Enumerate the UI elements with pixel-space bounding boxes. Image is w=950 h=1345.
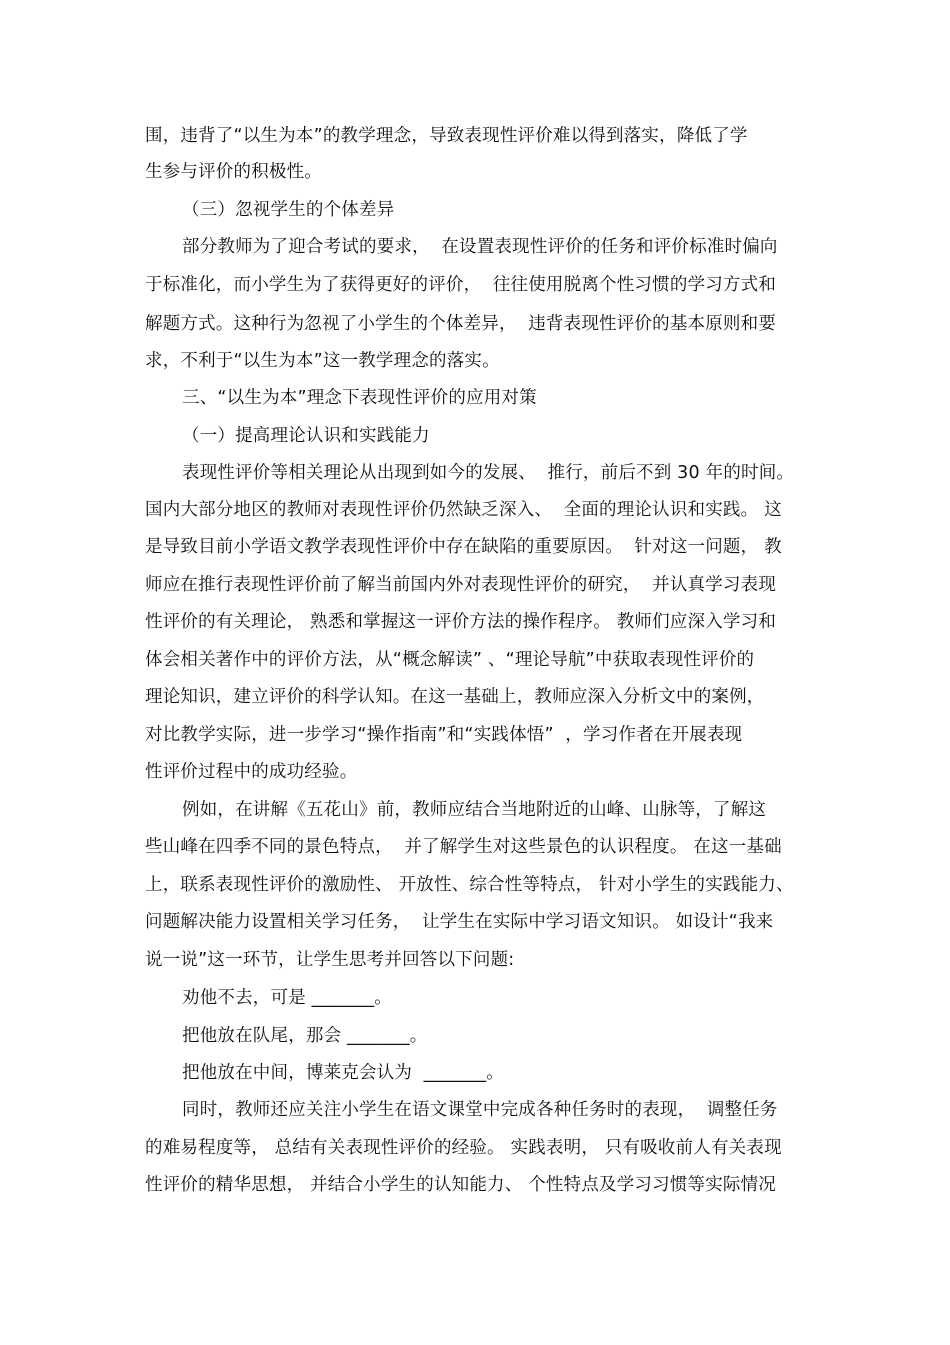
text-line: 体会相关著作中的评价方法，从“概念解读” 、“理论导航”中获取表现性评价的 bbox=[145, 650, 755, 670]
text-line: 些山峰在四季不同的景色特点， 并了解学生对这些景色的认识程度。 在这一基础 bbox=[145, 837, 782, 857]
section-heading: 三、“以生为本”理念下表现性评价的应用对策 bbox=[182, 388, 537, 408]
text-line: 例如，在讲解《五花山》前，教师应结合当地附近的山峰、山脉等，了解这 bbox=[182, 800, 767, 820]
text-line: 围，违背了“以生为本”的教学理念，导致表现性评价难以得到落实，降低了学 bbox=[145, 126, 748, 146]
text-line: 国内大部分地区的教师对表现性评价仍然缺乏深入、 全面的理论认识和实践。 这 bbox=[145, 500, 782, 520]
text-line: 理论知识，建立评价的科学认知。在这一基础上，教师应深入分析文中的案例， bbox=[145, 687, 765, 707]
section-heading: （一）提高理论认识和实践能力 bbox=[182, 426, 430, 446]
text-line: 性评价过程中的成功经验。 bbox=[145, 762, 358, 782]
text-line: 表现性评价等相关理论从出现到如今的发展、 推行，前后不到 30 年的时间。 bbox=[182, 463, 795, 483]
text-line: 生参与评价的积极性。 bbox=[145, 162, 322, 182]
text-line: 的难易程度等， 总结有关表现性评价的经验。 实践表明， 只有吸收前人有关表现 bbox=[145, 1138, 782, 1158]
text-line: 问题解决能力设置相关学习任务， 让学生在实际中学习语文知识。 如设计“我来 bbox=[145, 912, 774, 932]
text-line: 同时，教师还应关注小学生在语文课堂中完成各种任务时的表现， 调整任务 bbox=[182, 1100, 778, 1120]
text-line: 部分教师为了迎合考试的要求， 在设置表现性评价的任务和评价标准时偏向 bbox=[182, 237, 778, 257]
text-line: 性评价的有关理论， 熟悉和掌握这一评价方法的操作程序。 教师们应深入学习和 bbox=[145, 612, 777, 632]
text-line: 说一说”这一环节，让学生思考并回答以下问题: bbox=[145, 950, 515, 970]
text-line: 上，联系表现性评价的激励性、 开放性、综合性等特点， 针对小学生的实践能力、 bbox=[145, 875, 794, 895]
text-line: 是导致目前小学语文教学表现性评价中存在缺陷的重要原因。 针对这一问题， 教 bbox=[145, 537, 782, 557]
text-line: 师应在推行表现性评价前了解当前国内外对表现性评价的研究， 并认真学习表现 bbox=[145, 575, 777, 595]
section-heading: （三）忽视学生的个体差异 bbox=[182, 200, 395, 220]
text-line: 于标准化，而小学生为了获得更好的评价， 往往使用脱离个性习惯的学习方式和 bbox=[145, 275, 777, 295]
fill-blank-question: 把他放在中间，博莱克会认为 _______。 bbox=[182, 1063, 504, 1083]
text-line: 性评价的精华思想， 并结合小学生的认知能力、 个性特点及学习习惯等实际情况 bbox=[145, 1175, 777, 1195]
text-line: 求，不利于“以生为本”这一教学理念的落实。 bbox=[145, 351, 500, 371]
text-line: 解题方式。这种行为忽视了小学生的个体差异， 违背表现性评价的基本原则和要 bbox=[145, 314, 777, 334]
fill-blank-question: 把他放在队尾，那会 _______。 bbox=[182, 1026, 428, 1046]
fill-blank-question: 劝他不去，可是 _______。 bbox=[182, 988, 393, 1008]
text-line: 对比教学实际，进一步学习“操作指南”和“实践体悟” ，学习作者在开展表现 bbox=[145, 725, 743, 745]
